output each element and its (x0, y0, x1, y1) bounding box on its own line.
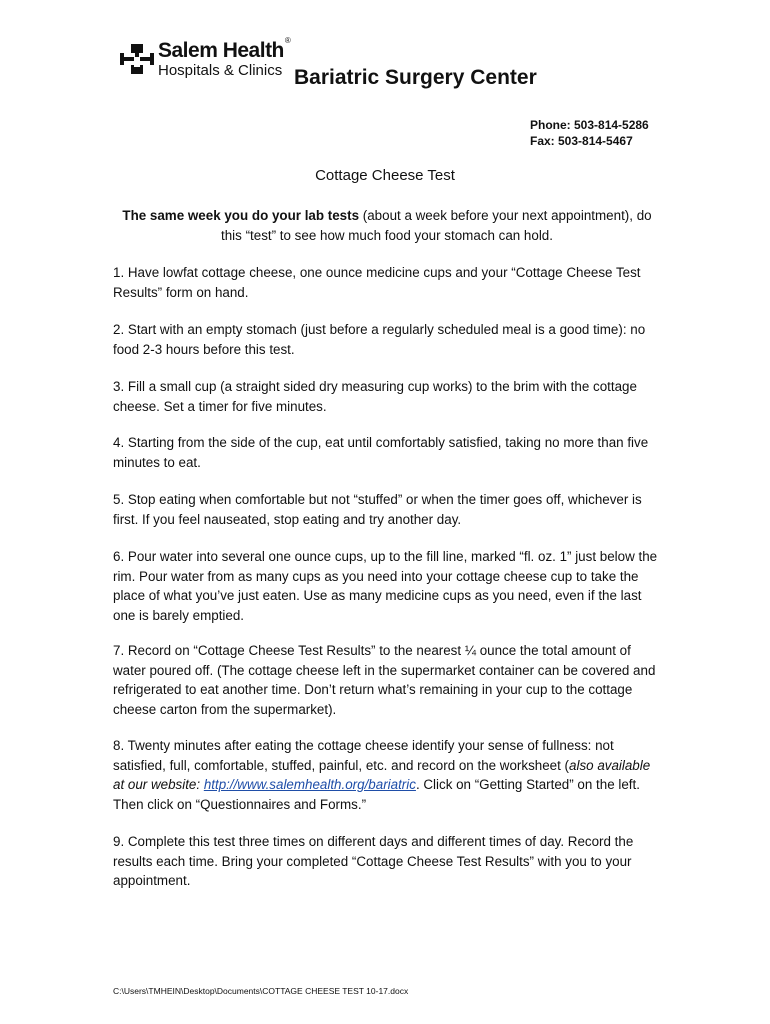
salem-health-logo (120, 36, 291, 80)
intro-paragraph (113, 206, 661, 245)
logo-subtitle: Hospitals & Clinics (158, 62, 283, 79)
step-8 (113, 736, 665, 814)
step-5: 5. Stop eating when comfortable but not “stuffed” or when the timer goes off, whichever is first. If you feel nauseated, stop eating and try another day. (113, 492, 642, 527)
intro-rest-1: (about a week before your next appointment), do (359, 208, 652, 223)
step-7: 7. Record on “Cottage Cheese Test Results” to the nearest ¼ ounce the total amount of water poured off. (The cottage cheese left in the supermarket container can be covered and refrigerated to eat another time. Don’t return what’s remaining in your cup to the cottage cheese carton from the supermarket). (113, 643, 656, 717)
footer-file-path: C:\Users\TMHEIN\Desktop\Documents\COTTAGE CHEESE TEST 10-17.docx (113, 986, 409, 996)
phone-number: Phone: 503-814-5286 (530, 118, 649, 132)
salem-health-cross-logo-icon (120, 44, 154, 80)
document-title: Cottage Cheese Test (315, 167, 455, 184)
step-9: 9. Complete this test three times on different days and different times of day. Record the results each time. Bring your completed “Cottage Cheese Test Results” with you to your appointment. (113, 834, 634, 888)
step-8-text-b: . Click on “Getting Started” on the left. Then click on “Questionnaires and Forms.” (113, 777, 640, 812)
contact-info (530, 117, 649, 145)
step-8-text-a: 8. Twenty minutes after eating the cottage cheese identify your sense of fullness: not satisfied, full, comfortable, stuffed, painful, etc. and record on the worksheet ( (113, 738, 614, 773)
bariatric-website-link[interactable]: http://www.salemhealth.org/bariatric (203, 777, 416, 792)
fax-number: Fax: 503-814-5467 (530, 134, 633, 145)
step-1: 1. Have lowfat cottage cheese, one ounce medicine cups and your “Cottage Cheese Test Results” form on hand. (113, 265, 641, 300)
step-4: 4. Starting from the side of the cup, eat until comfortably satisfied, taking no more than five minutes to eat. (113, 435, 649, 470)
intro-bold: The same week you do your lab tests (122, 208, 360, 223)
logo-name: Salem Health® (158, 36, 291, 62)
step-6: 6. Pour water into several one ounce cups, up to the fill line, marked “fl. oz. 1” just below the rim. Pour water from as many cups as you need into your cottage cheese cup to take the place of what you’ve just eaten. Use as many medicine cups as you need, even if the last one is barely emptied. (113, 549, 658, 623)
step-3: 3. Fill a small cup (a straight sided dry measuring cup works) to the brim with the cottage cheese. Set a timer for five minutes. (113, 379, 637, 414)
center-title: Bariatric Surgery Center (294, 66, 537, 89)
step-2: 2. Start with an empty stomach (just before a regularly scheduled meal is a good time): no food 2-3 hours before this test. (113, 322, 646, 357)
step-8-italic: also available at our website: (113, 757, 651, 792)
intro-rest-2: this “test” to see how much food your stomach can hold. (221, 227, 553, 243)
